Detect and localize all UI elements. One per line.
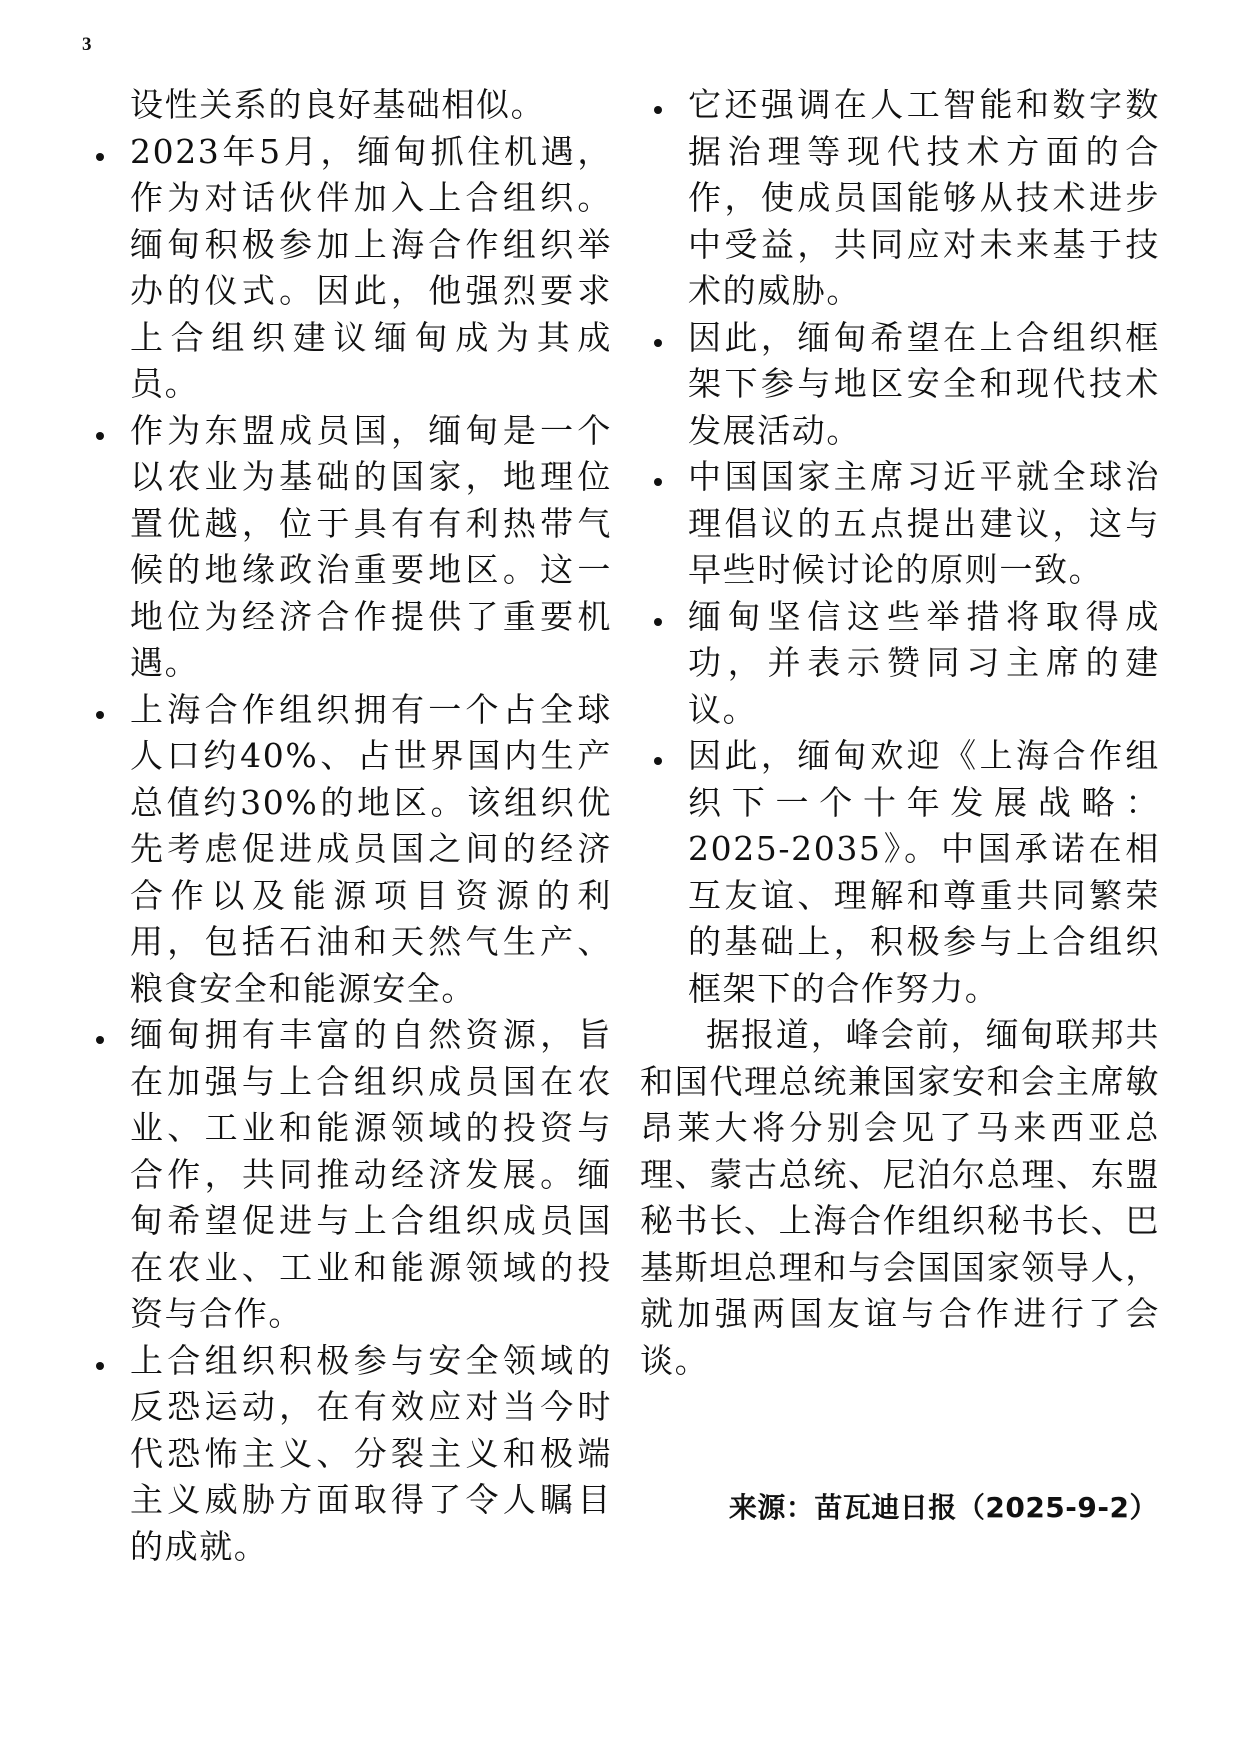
bullet-text: 缅甸坚信这些举措将取得成功，并表示赞同习主席的建议。 <box>688 596 1160 729</box>
bullet-text: 作为东盟成员国，缅甸是一个以农业为基础的国家，地理位置优越，位于具有有利热带气候的地缘政治重要地区。这一地位为经济合作提供了重要机遇。 <box>130 410 612 682</box>
bullet-item <box>82 1338 612 1571</box>
continuation-text: 设性关系的良好基础相似。 <box>130 85 546 124</box>
bullet-item <box>82 1012 612 1338</box>
bullet-text: 因此，缅甸希望在上合组织框架下参与地区安全和现代技术发展活动。 <box>688 317 1160 450</box>
bullet-text: 中国国家主席习近平就全球治理倡议的五点提出建议，这与早些时候讨论的原则一致。 <box>688 457 1160 589</box>
bullet-item <box>640 82 1160 315</box>
bullet-text: 上海合作组织拥有一个占全球人口约40%、占世界国内生产总值约30%的地区。该组织优先考虑促进成员国之间的经济合作以及能源项目资源的利用，包括石油和天然气生产、粮食安全和能源安全。 <box>130 689 612 1008</box>
bullet-item <box>640 733 1160 1012</box>
bullet-text: 缅甸拥有丰富的自然资源，旨在加强与上合组织成员国在农业、工业和能源领域的投资与合作，共同推动经济发展。缅甸希望促进与上合组织成员国在农业、工业和能源领域的投资与合作。 <box>130 1015 612 1333</box>
bullet-item <box>640 454 1160 594</box>
bullet-text: 它还强调在人工智能和数字数据治理等现代技术方面的合作，使成员国能够从技术进步中受益，共同应对未来基于技术的威胁。 <box>688 85 1160 310</box>
bullet-icon <box>654 339 662 347</box>
bullet-icon <box>96 1362 104 1370</box>
bullet-icon <box>96 1036 104 1044</box>
bullet-text: 2023年5月，缅甸抓住机遇，作为对话伙伴加入上合组织。缅甸积极参加上海合作组织举办的仪式。因此，他强烈要求上合组织建议缅甸成为其成员。 <box>130 131 612 403</box>
page-number: 3 <box>82 34 92 55</box>
bullet-text: 因此，缅甸欢迎《上海合作组织下一个十年发展战略：2025-2035》。中国承诺在相互友谊、理解和尊重共同繁荣的基础上，积极参与上合组织框架下的合作努力。 <box>688 736 1160 1008</box>
bullet-text: 上合组织积极参与安全领域的反恐运动，在有效应对当今时代恐怖主义、分裂主义和极端主义威胁方面取得了令人瞩目的成就。 <box>130 1340 612 1566</box>
source-line: 来源：苗瓦迪日报（2025-9-2） <box>728 1491 1158 1524</box>
body-paragraph: 据报道，峰会前，缅甸联邦共和国代理总统兼国家安和会主席敏昂莱大将分别会见了马来西亚总理、蒙古总统、尼泊尔总理、东盟秘书长、上海合作组织秘书长、巴基斯坦总理和与会国国家领导人，就加强两国友谊与合作进行了会谈。 <box>640 1015 1160 1380</box>
bullet-icon <box>96 153 104 161</box>
left-column <box>82 82 612 1570</box>
bullet-item <box>640 315 1160 455</box>
bullet-icon <box>654 478 662 486</box>
bullet-item <box>82 408 612 687</box>
bullet-icon <box>96 711 104 719</box>
bullet-item <box>82 129 612 408</box>
bullet-icon <box>654 106 662 114</box>
bullet-icon <box>654 757 662 765</box>
bullet-item <box>640 594 1160 734</box>
bullet-item <box>82 687 612 1013</box>
right-column <box>640 82 1160 1384</box>
bullet-icon <box>96 432 104 440</box>
bullet-icon <box>654 618 662 626</box>
